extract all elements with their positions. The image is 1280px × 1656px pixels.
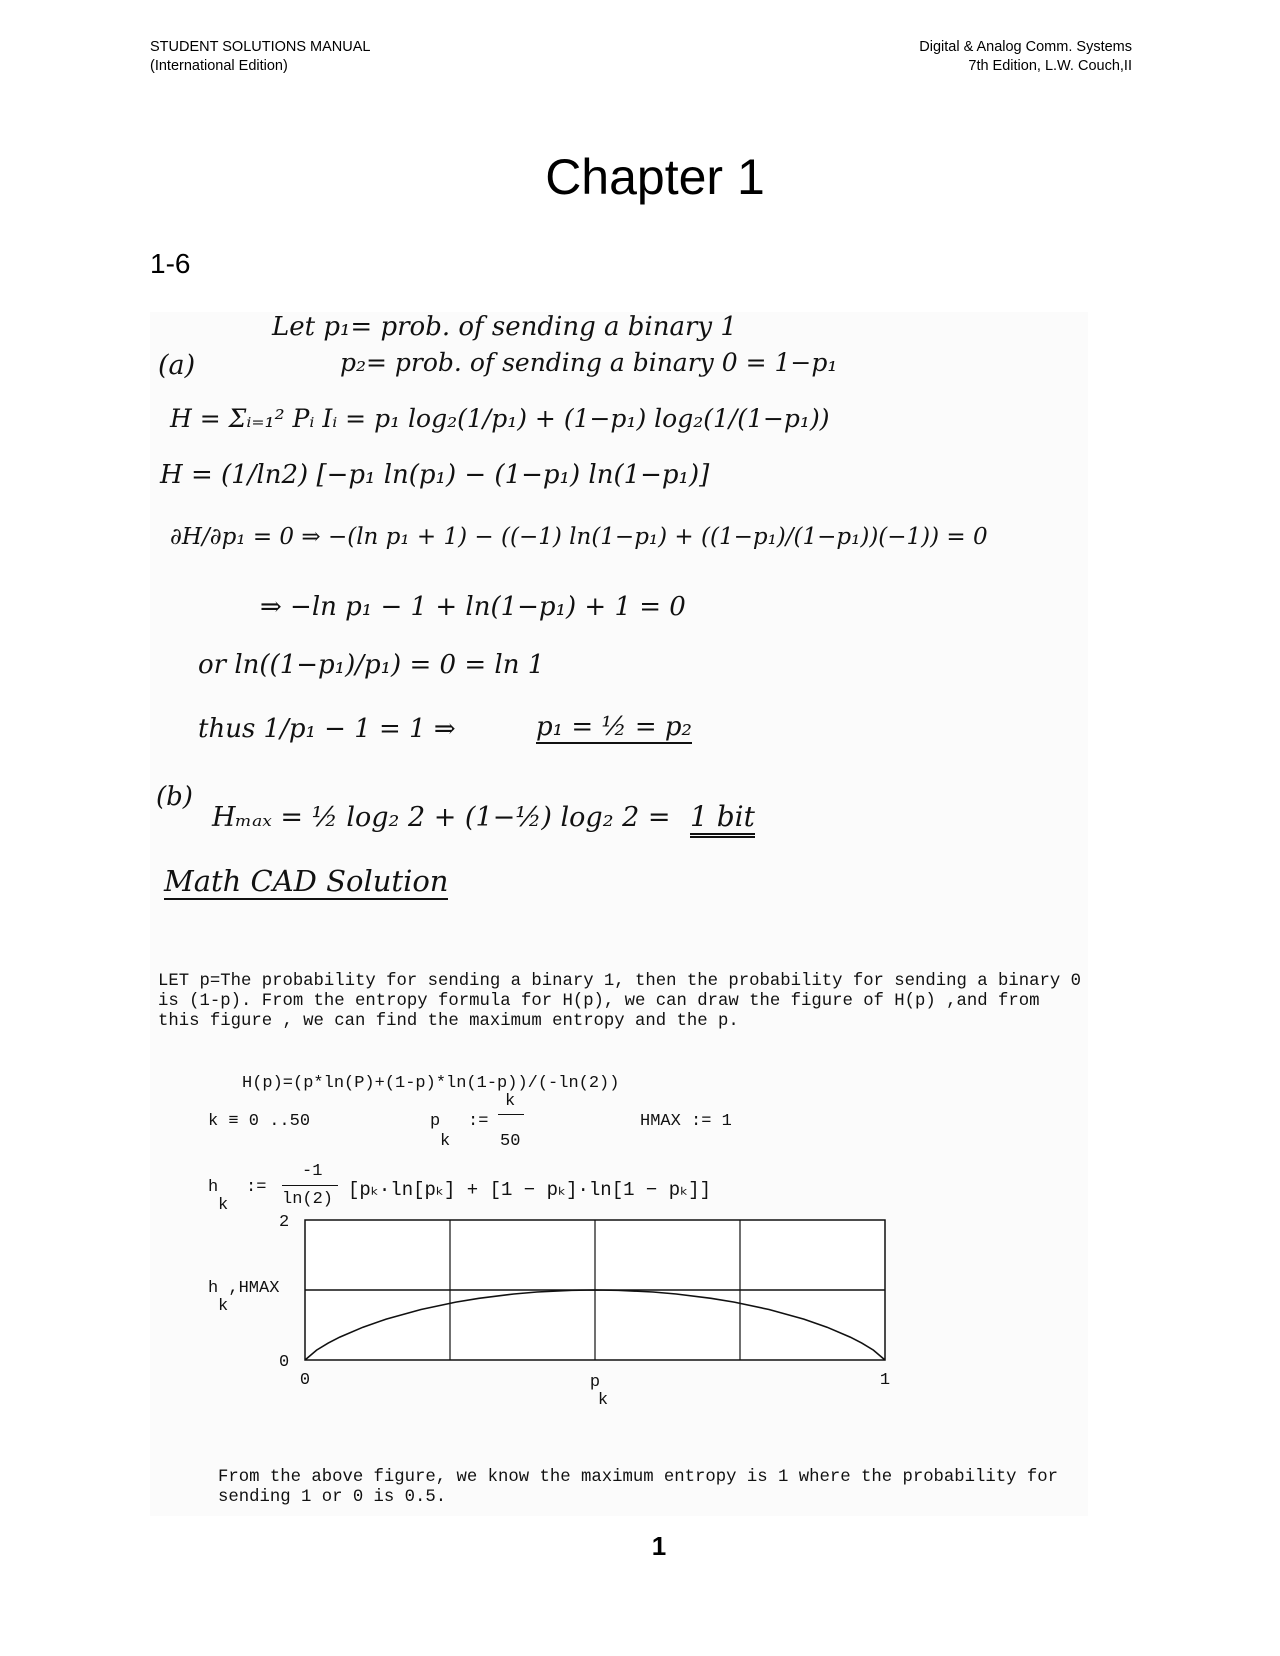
- h-definition-lhs: h: [208, 1178, 219, 1197]
- equation-thus: thus 1/p₁ − 1 = 1 ⇒: [198, 714, 456, 744]
- mathcad-intro: LET p=The probability for sending a binary 1, then the probability for sending a binary 0 is (1-p). From the entropy formula for H(p), we can draw the figure of H(p) ,and from this figure , we can find the maximum entropy and the p.: [158, 972, 1081, 1031]
- h-fraction-bar: [282, 1185, 338, 1186]
- equation-derivative: ∂H/∂p₁ = 0 ⇒ −(ln p₁ + 1) − ((−1) ln(1−p₁) + ((1−p₁)/(1−p₁))(−1)) = 0: [170, 524, 988, 550]
- p-definition-lhs: p: [430, 1112, 441, 1131]
- mathcad-heading: Math CAD Solution: [164, 864, 449, 898]
- k-range: k ≡ 0 ..50: [208, 1112, 311, 1131]
- page-number: 1: [651, 1531, 667, 1561]
- x-tick-label-right: 1: [879, 1371, 891, 1390]
- h-definition-numerator: -1: [302, 1162, 323, 1181]
- p-definition-assign: :=: [468, 1112, 489, 1131]
- equation-hmax: Hₘₐₓ = ½ log₂ 2 + (1−½) log₂ 2 =: [212, 802, 671, 833]
- edition-label: (International Edition): [150, 58, 288, 74]
- scanned-solution: [150, 312, 1088, 1516]
- manual-title: STUDENT SOLUTIONS MANUAL: [150, 39, 371, 55]
- equation-entropy-ln: H = (1/ln2) [−p₁ ln(p₁) − (1−p₁) ln(1−p₁)]: [160, 460, 710, 490]
- p-definition-numerator: k: [505, 1092, 516, 1111]
- entropy-chart: [190, 1212, 950, 1462]
- h-definition-body: [pₖ·ln[pₖ] + [1 − pₖ]·ln[1 − pₖ]]: [348, 1179, 712, 1201]
- part-a-label: (a): [158, 350, 196, 381]
- hmax-result: 1 bit: [690, 800, 755, 838]
- header-left: [150, 38, 371, 76]
- part-b-label: (b): [156, 782, 193, 812]
- equation-entropy-sum: H = Σᵢ₌₁² Pᵢ Iᵢ = p₁ log₂(1/p₁) + (1−p₁) log₂(1/(1−p₁)): [170, 404, 830, 433]
- chapter-title: Chapter 1: [545, 149, 765, 205]
- y-axis-label-subscript: k: [218, 1297, 229, 1316]
- book-edition: 7th Edition, L.W. Couch,II: [968, 58, 1132, 74]
- equation-or: or ln((1−p₁)/p₁) = 0 = ln 1: [198, 650, 545, 680]
- y-axis-label: h ,HMAX: [208, 1279, 280, 1298]
- entropy-formula: H(p)=(p*ln(P)+(1-p)*ln(1-p))/(-ln(2)): [242, 1074, 620, 1093]
- h-definition-assign: :=: [246, 1178, 267, 1197]
- p-definition-sub: k: [440, 1132, 451, 1151]
- book-title: Digital & Analog Comm. Systems: [919, 39, 1132, 55]
- conclusion-text: From the above figure, we know the maximum entropy is 1 where the probability for sending 1 or 0 is 0.5.: [218, 1468, 1059, 1507]
- y-tick-label-top: 2: [279, 1213, 290, 1232]
- p-fraction-bar: [498, 1114, 524, 1115]
- hmax-definition: HMAX := 1: [640, 1112, 732, 1131]
- equation-step: ⇒ −ln p₁ − 1 + ln(1−p₁) + 1 = 0: [260, 592, 686, 622]
- h-definition-sub: k: [218, 1196, 229, 1215]
- problem-number: 1-6: [150, 248, 191, 279]
- equation-result: p₁ = ½ = p₂: [536, 712, 692, 742]
- handwritten-let-line: Let p₁= prob. of sending a binary 1: [272, 312, 737, 342]
- p-definition-denominator: 50: [500, 1132, 521, 1151]
- h-definition-denominator: ln(2): [282, 1190, 334, 1209]
- y-tick-label-bottom: 0: [279, 1353, 290, 1372]
- handwritten-p2-line: p₂= prob. of sending a binary 0 = 1−p₁: [340, 348, 838, 377]
- x-axis-label-subscript: k: [597, 1391, 609, 1410]
- x-tick-label-left: 0: [299, 1371, 311, 1390]
- header-right: [919, 38, 1132, 76]
- x-axis-label: p: [589, 1373, 601, 1392]
